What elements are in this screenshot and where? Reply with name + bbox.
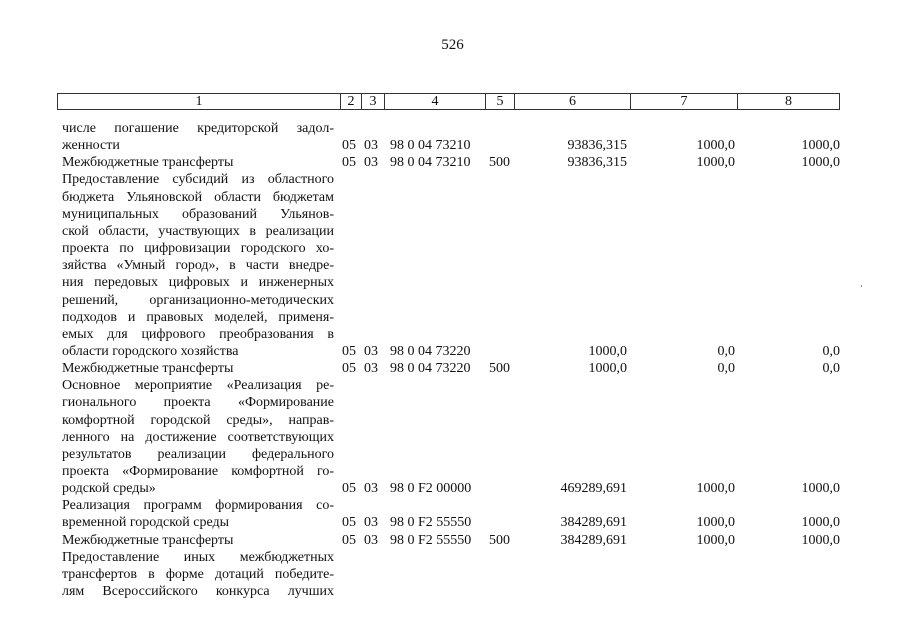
- row-amount-col7: 0,0: [717, 361, 735, 377]
- row-target-code: 98 0 F2 00000: [390, 481, 472, 497]
- table-row: [0, 223, 905, 240]
- row-subsection: 03: [364, 361, 378, 377]
- row-amount-col7: 0,0: [717, 343, 735, 359]
- row-expense-type: 500: [489, 361, 510, 377]
- header-col-6: 6: [514, 94, 630, 109]
- table-row: [0, 274, 905, 291]
- row-expense-type: 500: [489, 532, 510, 548]
- row-description: емых для цифрового преобразования в: [62, 326, 334, 342]
- table-row: [0, 343, 905, 360]
- row-description: женности: [62, 138, 120, 154]
- row-target-code: 98 0 04 73220: [390, 361, 471, 377]
- row-description: решений, организационно-методических: [62, 292, 334, 308]
- table-row: [0, 412, 905, 429]
- row-description: области городского хозяйства: [62, 343, 239, 359]
- row-amount-col6: 93836,315: [567, 155, 627, 171]
- page-number: 526: [441, 37, 464, 53]
- row-amount-col7: 1000,0: [696, 481, 735, 497]
- row-description: ской области, участвующих в реализации: [62, 223, 334, 239]
- row-subsection: 03: [364, 155, 378, 171]
- row-description: трансфертов в форме дотаций победите-: [62, 566, 334, 582]
- row-section: 05: [342, 343, 356, 359]
- table-row: [0, 360, 905, 377]
- row-description: Реализация программ формирования со-: [62, 498, 334, 514]
- row-target-code: 98 0 04 73220: [390, 343, 471, 359]
- table-row: [0, 446, 905, 463]
- header-col-1: 1: [195, 94, 203, 109]
- row-subsection: 03: [364, 481, 378, 497]
- row-amount-col8: 1000,0: [801, 138, 840, 154]
- table-row: [0, 394, 905, 411]
- table-row: [0, 154, 905, 171]
- row-amount-col6: 1000,0: [588, 361, 627, 377]
- row-description: зяйства «Умный город», в части внедре-: [62, 258, 334, 274]
- row-section: 05: [342, 155, 356, 171]
- row-description: числе погашение кредиторской задол-: [62, 121, 334, 136]
- row-subsection: 03: [364, 515, 378, 531]
- table-row: [0, 120, 905, 137]
- row-description: Основное мероприятие «Реализация ре-: [62, 378, 334, 394]
- table-header: [57, 93, 840, 110]
- row-description: ленного на достижение соответствующих: [62, 429, 334, 445]
- table-row: [0, 326, 905, 343]
- row-description: лям Всероссийского конкурса лучших: [62, 584, 334, 600]
- row-section: 05: [342, 361, 356, 377]
- row-section: 05: [342, 481, 356, 497]
- header-col-8: 8: [737, 94, 839, 109]
- row-amount-col7: 1000,0: [696, 515, 735, 531]
- row-description: бюджета Ульяновской области бюджетам: [62, 189, 334, 205]
- row-amount-col8: 0,0: [822, 361, 840, 377]
- row-description: подходов и правовых моделей, применя-: [62, 309, 334, 325]
- table-row: [0, 549, 905, 566]
- table-row: [0, 583, 905, 600]
- table-row: [0, 480, 905, 497]
- row-description: комфортной городской среды», направ-: [62, 412, 334, 428]
- row-description: Межбюджетные трансферты: [62, 361, 234, 377]
- table-row: [0, 566, 905, 583]
- header-col-4: 4: [384, 94, 485, 109]
- row-amount-col8: 1000,0: [801, 481, 840, 497]
- row-description: гионального проекта «Формирование: [62, 395, 334, 411]
- row-amount-col6: 384289,691: [560, 515, 627, 531]
- row-amount-col6: 1000,0: [588, 343, 627, 359]
- table-row: [0, 206, 905, 223]
- row-description: временной городской среды: [62, 515, 230, 531]
- table-row: [0, 429, 905, 446]
- row-description: результатов реализации федерального: [62, 446, 334, 462]
- table-row: [0, 137, 905, 154]
- row-description: Межбюджетные трансферты: [62, 532, 234, 548]
- table-row: [0, 514, 905, 531]
- row-description: Предоставление субсидий из областного: [62, 172, 334, 188]
- table-row: [0, 292, 905, 309]
- header-col-7: 7: [630, 94, 737, 109]
- row-target-code: 98 0 04 73210: [390, 138, 471, 154]
- table-row: [0, 171, 905, 188]
- table-row: [0, 463, 905, 480]
- row-section: 05: [342, 515, 356, 531]
- row-subsection: 03: [364, 532, 378, 548]
- row-description: проекта по цифровизации городского хо-: [62, 241, 334, 257]
- table-row: [0, 377, 905, 394]
- row-target-code: 98 0 F2 55550: [390, 532, 472, 548]
- table-row: [0, 257, 905, 274]
- table-row: [0, 240, 905, 257]
- row-amount-col8: 1000,0: [801, 515, 840, 531]
- row-amount-col8: 1000,0: [801, 532, 840, 548]
- table-row: [0, 532, 905, 549]
- row-description: ния передовых цифровых и инженерных: [62, 275, 334, 291]
- table-row: [0, 189, 905, 206]
- scan-speck: [861, 285, 862, 287]
- header-col-2: 2: [340, 94, 361, 109]
- row-description: Предоставление иных межбюджетных: [62, 549, 334, 565]
- row-description: родской среды»: [62, 481, 156, 497]
- row-section: 05: [342, 138, 356, 154]
- row-amount-col7: 1000,0: [696, 532, 735, 548]
- row-target-code: 98 0 04 73210: [390, 155, 471, 171]
- row-subsection: 03: [364, 343, 378, 359]
- row-description: Межбюджетные трансферты: [62, 155, 234, 171]
- row-description: проекта «Формирование комфортной го-: [62, 464, 334, 479]
- row-amount-col8: 1000,0: [801, 155, 840, 171]
- header-col-3: 3: [361, 94, 384, 109]
- row-subsection: 03: [364, 138, 378, 154]
- row-amount-col7: 1000,0: [696, 138, 735, 154]
- row-amount-col7: 1000,0: [696, 155, 735, 171]
- row-amount-col6: 469289,691: [560, 481, 627, 497]
- row-section: 05: [342, 532, 356, 548]
- row-expense-type: 500: [489, 155, 510, 171]
- row-amount-col8: 0,0: [822, 343, 840, 359]
- row-amount-col6: 384289,691: [560, 532, 627, 548]
- row-target-code: 98 0 F2 55550: [390, 515, 472, 531]
- header-col-5: 5: [485, 94, 514, 109]
- row-description: муниципальных образований Ульянов-: [62, 206, 334, 222]
- table-row: [0, 497, 905, 514]
- row-amount-col6: 93836,315: [567, 138, 627, 154]
- table-row: [0, 309, 905, 326]
